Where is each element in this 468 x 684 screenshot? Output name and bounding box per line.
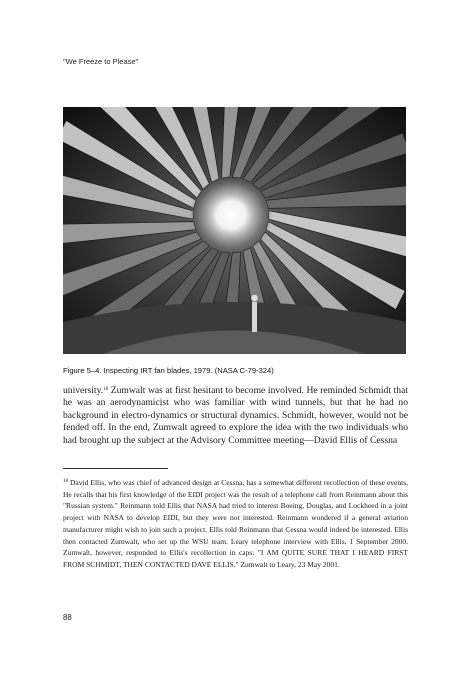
footnote: $^{18}$ David Ellis, who was chief of advanced design at Cessna, has a somewhat different recollection of these events. He recalls that his first knowledge of the EIDI project was the result of a telephone call from Reinmann about this "Russian system." Reinmann told Ellis that NASA had tried to interest Boeing, Douglas, and Lockheed in a joint project with NASA to develop EIDI, but they were not interested. Reinmann wondered if a general aviation manufacturer might wish to join such a project. Ellis told Reinmann that Cessna would indeed be interested. Ellis then contacted Zumwalt, who set up the WSU team. Leary telephone interview with Ellis, 1 September 2000. Zumwalt, however, responded to Ellis's recollection in caps: "I AM QUITE SURE THAT I HEARD FIRST FROM SCHMIDT, THEN CONTACTED DAVE ELLIS." Zumwalt to Leary, 23 May 2001. — [63, 478, 408, 569]
figure-photo — [63, 107, 406, 354]
body-paragraph: university.$^{18}$ Zumwalt was at first hesitant to become involved. He reminded Schmidt that he was an aerodynamicist who was familiar with wind tunnels, but that he had no background in electro-dynamics or structural dynamics. Schmidt, however, would not be fended off. In the end, Zumwalt agreed to explore the idea with the two individuals who had brought up the subject at the Advisory Committee meeting—David Ellis of Cessna — [63, 385, 408, 446]
footnote-ref: 18 — [103, 387, 109, 392]
footnote-divider — [63, 468, 168, 469]
page-number: 88 — [63, 613, 72, 622]
fan-blades-photo — [63, 107, 406, 354]
person-figure — [252, 302, 257, 332]
footnote-number: 18 — [63, 479, 68, 484]
running-head: "We Freeze to Please" — [63, 57, 139, 66]
figure-caption: Figure 5–4. Inspecting IRT fan blades, 1979. (NASA C-79-324) — [63, 366, 274, 375]
